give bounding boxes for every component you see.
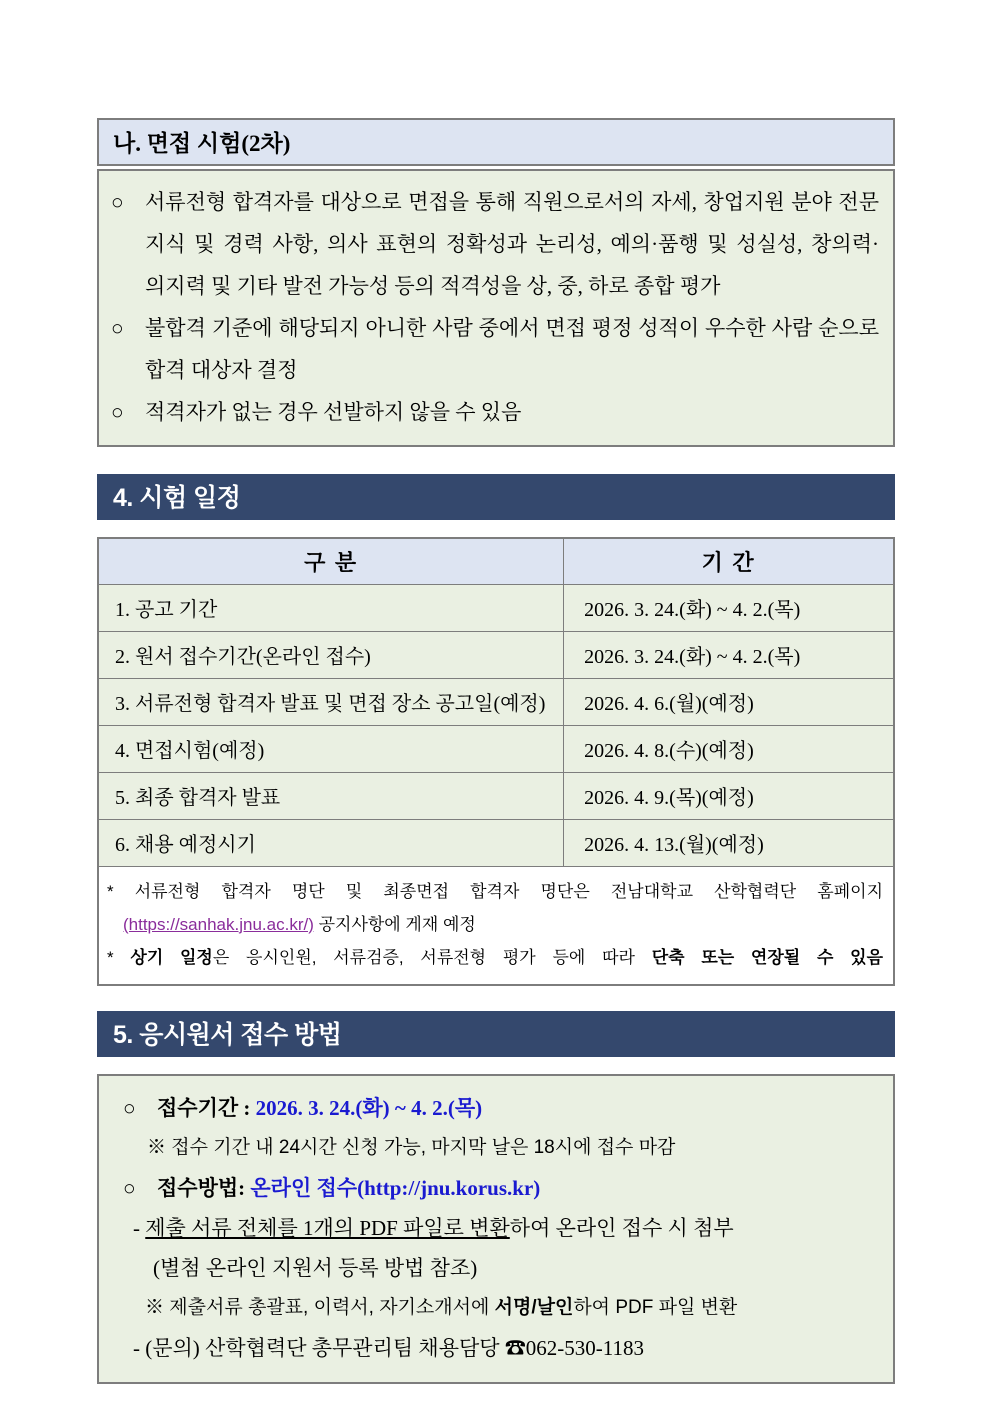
note-schedule-change — [107, 941, 883, 974]
application-period-line — [111, 1088, 881, 1128]
sign-suffix: 하여 PDF 파일 변환 — [573, 1296, 738, 1318]
contact-line — [111, 1328, 881, 1368]
schedule-table — [97, 537, 895, 986]
bullet-text: 서류전형 합격자를 대상으로 면접을 통해 직원으로서의 자세, 창업지원 분야 전문 지식 및 경력 사항, 의사 표현의 정확성과 논리성, 예의·품행 및 성실성, 창의력·의지력 및 기타 발전 가능성 등의 적격성을 상, 중, 하로 종합 평가 — [145, 190, 879, 298]
note-bold-schedule: 상기 일정 — [130, 947, 213, 967]
cell-period: 2026. 4. 8.(수)(예정) — [564, 725, 894, 772]
cell-period: 2026. 3. 24.(화) ~ 4. 2.(목) — [564, 631, 894, 678]
cell-category: 3. 서류전형 합격자 발표 및 면접 장소 공고일(예정) — [98, 678, 564, 725]
attach-underlined-text: 제출 서류 전체를 1개의 PDF 파일로 변환 — [145, 1215, 510, 1240]
section-b-header — [97, 118, 895, 166]
method-label: 접수방법: — [157, 1175, 251, 1200]
section-b-title: 나. 면접 시험(2차) — [113, 131, 291, 156]
table-notes-row — [98, 866, 894, 985]
circle-bullet-icon: ○ — [111, 190, 124, 214]
table-header-row — [98, 538, 894, 584]
table-row — [98, 772, 894, 819]
section-b-body — [97, 169, 895, 447]
note-mid-text: 은 응시인원, 서류검증, 서류전형 평가 등에 따라 — [212, 947, 652, 967]
attachment-line — [111, 1208, 881, 1248]
section5-header — [97, 1011, 895, 1057]
section4-title: 4. 시험 일정 — [113, 484, 241, 512]
section5-body — [97, 1074, 895, 1384]
bullet-text: 불합격 기준에 해당되지 아니한 사람 중에서 면접 평정 성적이 우수한 사람 순으로 합격 대상자 결정 — [145, 316, 879, 382]
section5-title: 5. 응시원서 접수 방법 — [113, 1020, 342, 1049]
list-item — [111, 391, 879, 433]
sign-note-line — [111, 1288, 881, 1328]
column-header-category: 구 분 — [98, 538, 564, 584]
table-row — [98, 725, 894, 772]
cell-category: 2. 원서 접수기간(온라인 접수) — [98, 631, 564, 678]
cell-category: 5. 최종 합격자 발표 — [98, 772, 564, 819]
sign-prefix: ※ 제출서류 총괄표, 이력서, 자기소개서에 — [145, 1296, 495, 1318]
table-row — [98, 584, 894, 631]
contact-text: - (문의) 산학협력단 총무관리팀 채용담당 — [133, 1335, 505, 1360]
circle-bullet-icon: ○ — [123, 1175, 136, 1200]
cell-period: 2026. 4. 9.(목)(예정) — [564, 772, 894, 819]
cell-category: 6. 채용 예정시기 — [98, 819, 564, 866]
table-row — [98, 678, 894, 725]
note-link-suffix: 공지사항에 게재 예정 — [313, 914, 476, 934]
note-homepage-link-line — [107, 908, 883, 941]
cell-period: 2026. 4. 6.(월)(예정) — [564, 678, 894, 725]
circle-bullet-icon: ○ — [111, 316, 124, 340]
note-asterisk: * — [107, 947, 131, 967]
application-method-line — [111, 1168, 881, 1208]
circle-bullet-icon: ○ — [111, 400, 124, 424]
phone-icon-number: ☎062-530-1183 — [504, 1335, 645, 1360]
period-label: 접수기간 : — [157, 1095, 256, 1120]
attach-rest-text: 하여 온라인 접수 시 첨부 — [509, 1215, 734, 1240]
cell-period: 2026. 4. 13.(월)(예정) — [564, 819, 894, 866]
table-row — [98, 819, 894, 866]
list-item — [111, 181, 879, 307]
list-item — [111, 307, 879, 391]
method-value: 온라인 접수(http://jnu.korus.kr) — [250, 1175, 541, 1200]
period-value: 2026. 3. 24.(화) ~ 4. 2.(목) — [255, 1095, 483, 1120]
sign-bold: 서명/날인 — [494, 1296, 574, 1318]
dash-bullet: - — [133, 1215, 146, 1240]
column-header-period: 기 간 — [564, 538, 894, 584]
table-row — [98, 631, 894, 678]
sanhak-homepage-link[interactable]: (https://sanhak.jnu.ac.kr/) — [123, 914, 314, 934]
bullet-text: 적격자가 없는 경우 선발하지 않을 수 있음 — [145, 400, 522, 424]
note-bold-change: 단축 또는 연장될 수 있음 — [651, 947, 883, 967]
cell-period: 2026. 3. 24.(화) ~ 4. 2.(목) — [564, 584, 894, 631]
cell-category: 1. 공고 기간 — [98, 584, 564, 631]
table-notes — [98, 866, 894, 985]
period-note-line: ※ 접수 기간 내 24시간 신청 가능, 마지막 날은 18시에 접수 마감 — [147, 1136, 676, 1158]
circle-bullet-icon: ○ — [123, 1095, 136, 1120]
section4-header — [97, 474, 895, 520]
note-homepage: * 서류전형 합격자 명단 및 최종면접 합격자 명단은 전남대학교 산학협력단 홈페이지 — [107, 881, 883, 901]
cell-category: 4. 면접시험(예정) — [98, 725, 564, 772]
attachment-sub-line: (별첨 온라인 지원서 등록 방법 참조) — [153, 1255, 478, 1280]
